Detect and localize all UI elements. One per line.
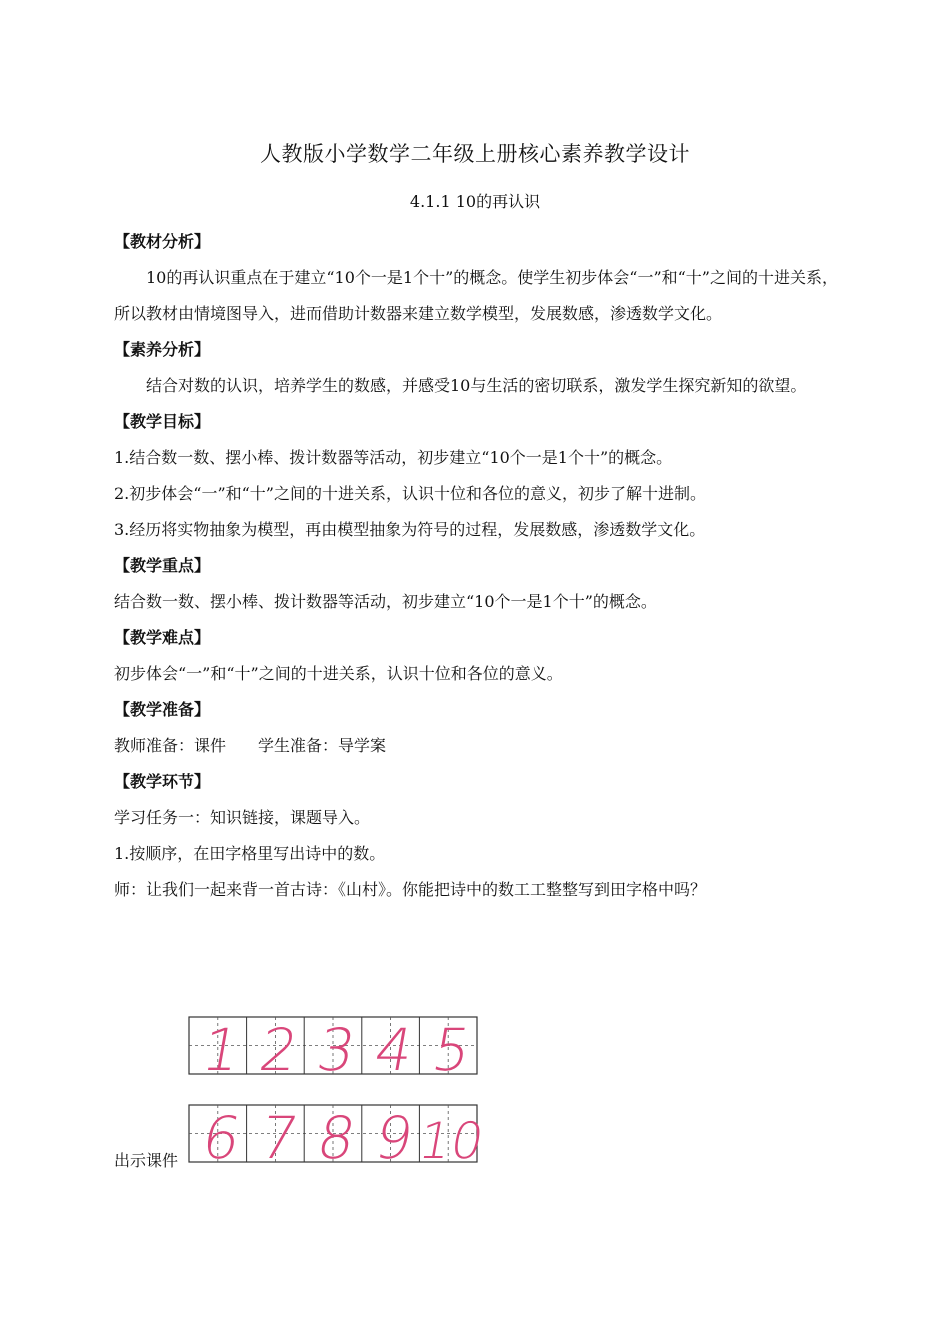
tianzige-digit: 5 [427,1016,477,1084]
tianzige-row-1 [188,1016,480,1084]
tianzige-digit: 6 [196,1104,246,1172]
heading-goals: 【教学目标】 [114,412,211,431]
document-body [114,224,838,908]
process-line-1: 学习任务一：知识链接，课题导入。 [114,808,371,827]
tianzige-digit: 2 [254,1016,304,1084]
goal-item-3: 3.经历将实物抽象为模型，再由模型抽象为符号的过程，发展数感，渗透数学文化。 [114,520,706,539]
lesson-subtitle: 4.1.1 10的再认识 [409,192,541,211]
heading-difficulty: 【教学难点】 [114,628,211,647]
heading-literacy: 【素养分析】 [114,340,211,359]
analysis-paragraph: 10的再认识重点在于建立“10个一是1个十”的概念。使学生初步体会“一”和“十”之间的十进关系，所以教材由情境图导入，进而借助计数器来建立数学模型，发展数感，渗透数学文化。 [114,268,838,323]
process-line-3: 师：让我们一起来背一首古诗：《山村》。你能把诗中的数工工整整写到田字格中吗？ [114,880,707,899]
heading-process: 【教学环节】 [114,772,211,791]
tianzige-area [114,1016,614,1176]
heading-key: 【教学重点】 [114,556,211,575]
difficulty-paragraph: 初步体会“一”和“十”之间的十进关系，认识十位和各位的意义。 [114,664,563,683]
tianzige-digit: 9 [369,1104,419,1172]
tianzige-row-2 [188,1104,489,1172]
process-line-2: 1.按顺序，在田字格里写出诗中的数。 [114,844,386,863]
heading-prep: 【教学准备】 [114,700,211,719]
tianzige-digit: 7 [254,1104,304,1172]
tianzige-digit: 3 [312,1016,361,1084]
tianzige-digit: 4 [369,1016,419,1084]
key-paragraph: 结合数一数、摆小棒、拨计数器等活动，初步建立“10个一是1个十”的概念。 [114,592,657,611]
document-title: 人教版小学数学二年级上册核心素养教学设计 [260,142,690,166]
heading-analysis: 【教材分析】 [114,232,211,251]
tianzige-digit: 10 [414,1111,489,1170]
prep-paragraph: 教师准备：课件 学生准备：导学案 [114,736,387,755]
literacy-paragraph: 结合对数的认识，培养学生的数感，并感受10与生活的密切联系，激发学生探究新知的欲望。 [146,376,807,395]
goal-item-1: 1.结合数一数、摆小棒、拨计数器等活动，初步建立“10个一是1个十”的概念。 [114,448,673,467]
tianzige-digit: 1 [196,1016,246,1084]
tianzige-digit: 8 [312,1104,361,1172]
show-courseware-label: 出示课件 [114,1151,179,1170]
goal-item-2: 2.初步体会“一”和“十”之间的十进关系，认识十位和各位的意义，初步了解十进制。 [114,484,706,503]
